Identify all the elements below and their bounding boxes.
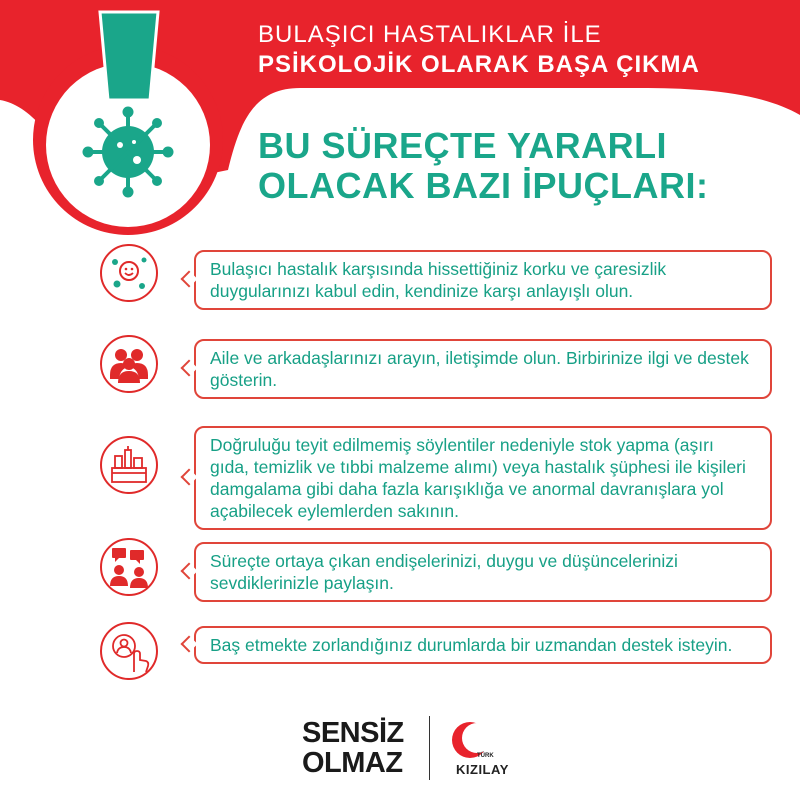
brand-line-2: OLMAZ — [302, 747, 403, 779]
stockpile-boxes-icon — [100, 436, 158, 494]
tip-4 — [194, 542, 772, 602]
tips-heading — [258, 126, 758, 206]
sensiz-olmaz-logo — [302, 718, 404, 778]
smiley-virus-icon — [100, 244, 158, 302]
footer-divider — [429, 716, 430, 780]
tip-3 — [194, 426, 772, 530]
heading-line-1: BU SÜREÇTE YARARLI — [258, 125, 668, 166]
people-group-icon — [100, 335, 158, 393]
tip-1-text: Bulaşıcı hastalık karşısında hissettiğiniz korku ve çaresizlik duygularınızı kabul edin, kendinize karşı anlayışlı olun. — [210, 259, 667, 301]
tip-3-text: Doğruluğu teyit edilmemiş söylentiler nedeniyle stok yapma (aşırı gıda, temizlik ve tıbbi malzeme alımı) veya hastalık şüphesi ile kişileri damgalama gibi daha fazla karışıklığa ve anormal davranışlara yol açabilecek eylemlerden sakının. — [210, 435, 746, 521]
org-small-label: TÜRK — [477, 753, 494, 759]
tip-4-text: Süreçte ortaya çıkan endişelerinizi, duygu ve düşüncelerinizi sevdiklerinizle paylaşın. — [210, 551, 678, 593]
person-touch-icon — [100, 622, 158, 680]
tip-2 — [194, 339, 772, 399]
title-line-1: BULAŞICI HASTALIKLAR İLE — [258, 21, 602, 48]
tip-5 — [194, 626, 772, 664]
brand-line-1: SENSİZ — [302, 717, 404, 749]
title-line-2: PSİKOLOJİK OLARAK BAŞA ÇIKMA — [258, 51, 700, 78]
tip-5-text: Baş etmekte zorlandığınız durumlarda bir uzmandan destek isteyin. — [210, 635, 733, 655]
tip-2-text: Aile ve arkadaşlarınızı arayın, iletişimde olun. Birbirinize ilgi ve destek gösterin. — [210, 348, 749, 390]
header-title — [258, 20, 778, 80]
heading-line-2: OLACAK BAZI İPUÇLARI: — [258, 165, 709, 206]
org-name: KIZILAY — [456, 762, 509, 777]
people-chat-icon — [100, 538, 158, 596]
tip-1 — [194, 250, 772, 310]
